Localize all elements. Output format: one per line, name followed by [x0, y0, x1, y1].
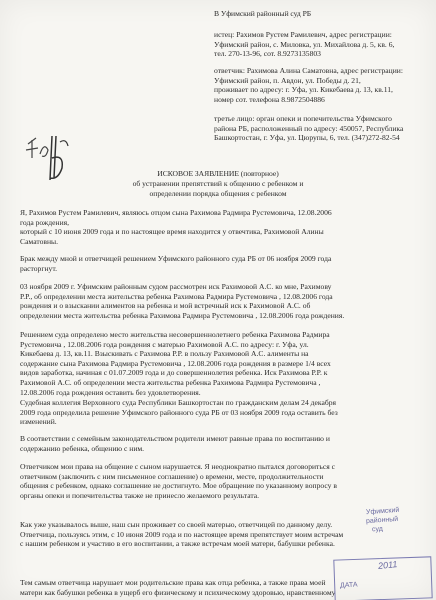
- text-line: содержание сына Рахимова Радмира Рустемовича , 12.08.2006 года рождения в размере 1/4 всех: [20, 358, 331, 368]
- text-line: 12.08.2006 года рождения оставить без удовлетворения.: [20, 387, 201, 397]
- text-line: определении места жительства ребенка Рахимова Радмира Рустемовича , 12.08.2006 года рождения.: [20, 310, 345, 320]
- paragraph-9: [20, 578, 335, 597]
- text-line: Саматовны.: [20, 236, 59, 246]
- third-party-line: третье лицо: орган опеки и попечительства Уфимского: [214, 114, 392, 123]
- text-line: Решением суда определено место жительства несовершеннолетнего ребенка Рахимова Радмира: [20, 330, 330, 339]
- text-line: матери как бабушки ребенка в ущерб его физическому и психическому здоровью, нравственному: [20, 587, 336, 597]
- paragraph-8: [20, 520, 343, 549]
- text-line: Рустемовича , 12.08.2006 года рождения с матерью Рахимовой А.С. по адресу: г. Уфа, ул.: [20, 339, 309, 349]
- stamp-line: суд: [371, 525, 384, 534]
- third-party-line: района РБ, расположенный по адресу: 450057, Республика: [214, 123, 404, 133]
- text-line: содержанию ребенка, общению с ним.: [20, 443, 145, 453]
- defendant-line: проживает по адресу: г. Уфа, ул. Кикебаева д. 13, кв.11,: [214, 85, 393, 95]
- defendant-line: Уфимский район, п. Авдон, ул. Победы д. 21,: [214, 75, 361, 85]
- text-line: Рахимовой А.С. об определении места жительства ребенка Рахимова Радмира Рустемовича ,: [20, 377, 321, 387]
- paragraph-1: [20, 208, 332, 246]
- text-line: Ответчиком мои права на общение с сыном нарушается. Я неоднократно пытался договориться с: [20, 462, 335, 471]
- paragraph-7: [20, 462, 337, 500]
- plaintiff-block: [214, 30, 394, 59]
- plaintiff-line: Уфимский район, с. Миловка, ул. Михайлова д. 5, кв. 6,: [214, 39, 395, 49]
- plaintiff-line: истец: Рахимов Рустем Рамилевич, адрес регистрации:: [214, 30, 392, 39]
- third-party-block: [214, 114, 403, 143]
- text-line: 03 ноября 2009 г. Уфимским районным судом рассмотрен иск Рахимовой А.С. ко мне, Рахимову: [20, 282, 332, 291]
- text-line: Ответчица, пользуясь этим, с 10 июня 2009 года и по настоящее время препятствует моим встречам: [20, 529, 344, 539]
- text-line: с нашим ребенком и участию в его воспитании, а также встречам моей матери, бабушки ребенка.: [20, 539, 335, 549]
- text-line: Как уже указывалось выше, наш сын проживает со своей матерью, ответчицей по данному делу.: [20, 520, 333, 529]
- text-line: Брак между мной и ответчицей решением Уфимского районного суда РБ от 06 ноября 2009 года: [20, 254, 332, 263]
- plaintiff-line: тел. 270-13-96, сот. 8.9273135803: [214, 49, 321, 59]
- text-line: 2009 года определила решение Уфимского районного суда РБ от 03 ноября 2009 года оставить без: [20, 407, 338, 417]
- text-line: который с 10 июня 2009 года и по настоящее время находится у отвечтика, Рахимовой Алины: [20, 227, 324, 237]
- paragraph-3: [20, 282, 344, 320]
- stamp-line: Уфимский: [365, 506, 400, 517]
- text-line: расторгнут.: [20, 263, 57, 273]
- stamp-line: районный: [365, 515, 399, 526]
- text-line: Тем самым ответчица нарушает мои родительские права как отца ребенка, а также права моей: [20, 578, 326, 587]
- text-line: общения с ребенком, однако соглашение не достигнуто. Мое обращение по указанному вопросу в: [20, 481, 337, 491]
- court-name: В Уфимский районный суд РБ: [214, 9, 312, 18]
- paragraph-2: [20, 254, 331, 273]
- defendant-line: номер сот. телефона 8.9872504886: [214, 94, 325, 104]
- document-title: ИСКОВОЕ ЗАЯВЛЕНИЕ (повторное): [157, 169, 279, 178]
- stamp-line: 2011: [377, 559, 398, 571]
- subtitle-line: определении порядка общения с ребенком: [149, 188, 287, 198]
- stamp-line: ДАТА: [339, 581, 358, 590]
- text-line: Р.Р., об определении места жительства ребенка Рахимова Радмира Рустемовича , 12.08.2006 года: [20, 291, 333, 301]
- text-line: изменений.: [20, 417, 57, 427]
- text-line: рождения и о взыскании алиментов на ребенка и мой встречный иск к Рахимовой А.С. об: [20, 301, 311, 311]
- text-line: Я, Рахимов Рустем Рамилевич, являюсь отцом сына Рахимова Радмира Рустемовича, 12.08.2006: [20, 208, 332, 217]
- document-subtitle: [0, 179, 436, 198]
- court-stamp: [318, 500, 436, 600]
- text-line: Кикебаева д. 13, кв.11. Взыскивать с Рахимова Р.Р. в пользу Рахимовой А.С. алименты на: [20, 349, 309, 359]
- defendant-line: ответчик: Рахимова Алина Саматовна, адрес регистрации:: [214, 66, 403, 75]
- paragraph-4: [20, 330, 331, 397]
- text-line: видов заработка, начиная с 01.07.2009 года и до совершеннолетия ребенка. Иск Рахимова Р.Р. к: [20, 368, 328, 378]
- text-line: года рождения,: [20, 217, 70, 227]
- text-line: Судебная коллегия Верховного суда Республики Башкортостан по гражданским делам 24 декабря: [20, 398, 336, 407]
- paragraph-6: [20, 434, 330, 453]
- third-party-line: Башкортостан, г. Уфа, ул. Цюрупы, 6, тел. (347)272-82-54: [214, 133, 400, 143]
- text-line: В соответствии с семейным законодательством родители имеют равные права по воспитанию и: [20, 434, 330, 443]
- subtitle-line: об устранении препятствий к общению с ребенком и: [132, 179, 304, 188]
- text-line: ответчиком (заключить с ним письменное соглашение) о времени, месте, продолжительности: [20, 471, 324, 481]
- text-line: органы опеки и попечительства также не принесло желаемого результата.: [20, 490, 260, 500]
- defendant-block: [214, 66, 403, 104]
- paragraph-5: [20, 398, 338, 427]
